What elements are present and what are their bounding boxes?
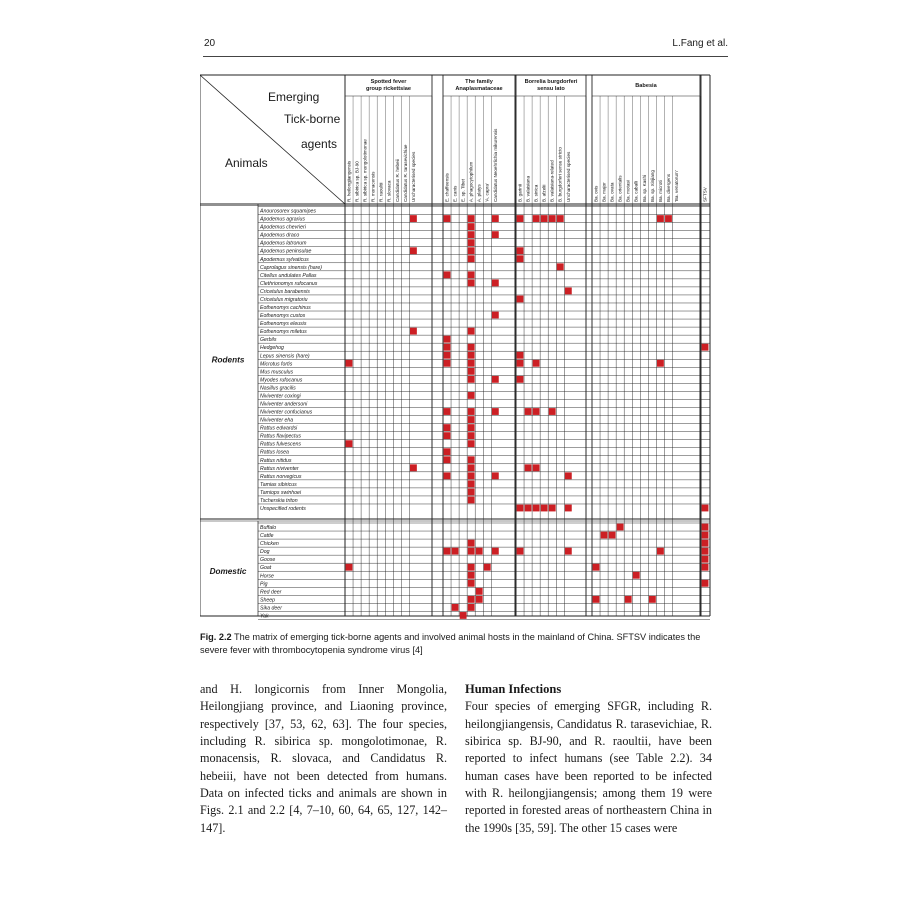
filled-cell bbox=[702, 564, 709, 571]
column-header: Ba. caballi bbox=[633, 180, 639, 202]
filled-cell bbox=[492, 548, 499, 555]
matrix-filled-cells bbox=[346, 215, 709, 619]
filled-cell bbox=[468, 489, 475, 496]
page-number: 20 bbox=[204, 38, 216, 49]
filled-cell bbox=[468, 424, 475, 431]
column-header: B. sinica bbox=[533, 184, 539, 202]
filled-cell bbox=[565, 548, 572, 555]
filled-cell bbox=[565, 288, 572, 295]
filled-cell bbox=[517, 360, 524, 367]
column-header: Candidatus R. hebeii bbox=[394, 159, 400, 202]
row-label: Unspecified rodents bbox=[260, 506, 306, 513]
filled-cell bbox=[468, 215, 475, 222]
filled-cell bbox=[549, 215, 556, 222]
column-header: 'A. capra' bbox=[484, 183, 490, 202]
column-header: Ba. microti bbox=[657, 180, 663, 202]
filled-cell bbox=[444, 456, 451, 463]
column-header: Ba. ovis bbox=[593, 185, 599, 202]
column-header: Candidatus Neoehrlichia mikurensis bbox=[492, 128, 498, 202]
filled-cell bbox=[444, 548, 451, 555]
filled-cell bbox=[346, 360, 353, 367]
filled-cell bbox=[549, 408, 556, 415]
filled-cell bbox=[346, 564, 353, 571]
caption-label: Fig. 2.2 bbox=[200, 632, 232, 642]
caption-text: The matrix of emerging tick-borne agents and involved animal hosts in the mainland of China. SFTSV indicates the severe fever with thrombocytopenia syndrome virus [4] bbox=[200, 632, 701, 655]
filled-cell bbox=[533, 360, 540, 367]
section-title-human-infections: Human Infections bbox=[465, 682, 562, 696]
group-title-line2: Anaplasmataceae bbox=[455, 86, 503, 92]
filled-cell bbox=[444, 336, 451, 343]
filled-cell bbox=[468, 392, 475, 399]
row-label: Cricetulus migratoriu bbox=[260, 296, 308, 303]
column-header: R. raoultii bbox=[378, 182, 384, 202]
row-label: Chicken bbox=[260, 541, 279, 548]
filled-cell bbox=[517, 296, 524, 303]
row-label: Rattus fulvescens bbox=[260, 441, 301, 448]
filled-cell bbox=[492, 279, 499, 286]
row-label: Horse bbox=[260, 573, 274, 580]
column-header: Ba. orientalis bbox=[617, 175, 623, 202]
row-label: Cattle bbox=[260, 533, 274, 540]
column-header: A. platys bbox=[476, 184, 482, 202]
filled-cell bbox=[468, 360, 475, 367]
column-header: E. canis bbox=[452, 185, 458, 202]
filled-cell bbox=[468, 432, 475, 439]
filled-cell bbox=[484, 564, 491, 571]
row-label: Lepus sinensis (hare) bbox=[260, 353, 310, 360]
body-left-column bbox=[200, 681, 447, 837]
filled-cell bbox=[452, 604, 459, 611]
filled-cell bbox=[468, 416, 475, 423]
column-header: Ba. sp. Xinjiang bbox=[649, 170, 655, 202]
filled-cell bbox=[468, 223, 475, 230]
filled-cell bbox=[492, 231, 499, 238]
matrix-labels bbox=[210, 79, 708, 619]
filled-cell bbox=[549, 505, 556, 512]
filled-cell bbox=[444, 472, 451, 479]
filled-cell bbox=[468, 464, 475, 471]
filled-cell bbox=[468, 376, 475, 383]
column-header: Ba. sp. Kashi bbox=[641, 174, 647, 202]
row-label: Apodemus sylvaticus bbox=[260, 256, 309, 263]
filled-cell bbox=[525, 505, 532, 512]
row-label: Eothenomys custos bbox=[260, 313, 306, 320]
row-label: Tamias sibiricus bbox=[260, 481, 297, 488]
filled-cell bbox=[476, 596, 483, 603]
body-right-column bbox=[465, 681, 712, 837]
column-header: E. sp. Tibet bbox=[460, 179, 466, 202]
row-group-label: Domestic bbox=[209, 567, 247, 577]
filled-cell bbox=[565, 472, 572, 479]
filled-cell bbox=[410, 328, 417, 335]
filled-cell bbox=[444, 432, 451, 439]
filled-cell bbox=[533, 505, 540, 512]
column-header: Uncharacterised species bbox=[565, 151, 571, 202]
filled-cell bbox=[657, 360, 664, 367]
row-label: Sheep bbox=[260, 597, 276, 604]
row-label: Rattus norvegicus bbox=[260, 473, 302, 480]
group-title-line2: group rickettsiae bbox=[365, 86, 412, 92]
figure-caption bbox=[200, 631, 720, 656]
column-header: B. afzelii bbox=[541, 184, 547, 202]
row-label: Niviventer coxingi bbox=[260, 393, 301, 400]
group-title-line1: Spotted fever bbox=[370, 79, 407, 85]
column-header: R. sibirica sp. BJ-90 bbox=[354, 161, 360, 202]
filled-cell bbox=[460, 612, 467, 619]
row-label: Rattus niviventer bbox=[260, 465, 299, 472]
filled-cell bbox=[533, 408, 540, 415]
row-label: Niviventer confucianus bbox=[260, 409, 313, 416]
row-label: Goat bbox=[260, 565, 272, 572]
filled-cell bbox=[541, 505, 548, 512]
row-label: Eothenomys miletus bbox=[260, 329, 307, 336]
column-header: R. monacensis bbox=[370, 171, 376, 202]
row-label: Pig bbox=[260, 581, 268, 588]
filled-cell bbox=[517, 247, 524, 254]
row-label: Citellus undulates Pallas bbox=[260, 272, 317, 279]
row-label: Hedgehog bbox=[260, 345, 284, 352]
row-label: Cricetulus barabensis bbox=[260, 288, 310, 295]
filled-cell bbox=[492, 215, 499, 222]
row-label: Niviventer eha bbox=[260, 417, 294, 424]
row-label: Rattus edwardsi bbox=[260, 425, 298, 432]
column-header: R. heilongjiangensis bbox=[346, 160, 352, 202]
filled-cell bbox=[609, 532, 616, 539]
row-label: Mus musculus bbox=[260, 369, 294, 376]
filled-cell bbox=[593, 564, 600, 571]
filled-cell bbox=[517, 505, 524, 512]
filled-cell bbox=[444, 215, 451, 222]
filled-cell bbox=[468, 497, 475, 504]
filled-cell bbox=[492, 312, 499, 319]
filled-cell bbox=[410, 464, 417, 471]
filled-cell bbox=[444, 424, 451, 431]
filled-cell bbox=[468, 352, 475, 359]
column-header: B. valaisiana-related bbox=[549, 160, 555, 202]
row-label: Buffalo bbox=[260, 525, 277, 532]
corner-label-emerging: Emerging bbox=[268, 90, 320, 104]
filled-cell bbox=[617, 524, 624, 531]
filled-cell bbox=[346, 440, 353, 447]
filled-cell bbox=[665, 215, 672, 222]
filled-cell bbox=[533, 464, 540, 471]
column-header: A. phagocytophilum bbox=[468, 161, 474, 202]
filled-cell bbox=[492, 472, 499, 479]
row-label: Dog bbox=[260, 549, 270, 556]
corner-label-tick-borne: Tick-borne bbox=[284, 112, 341, 126]
column-header: 'Ba. venatorum' bbox=[673, 170, 679, 202]
column-header: Ba. divergens bbox=[665, 173, 671, 202]
left-column-text: and H. longicornis from Inner Mongolia, Heilongjiang province, and Liaoning province, respectively [37, 53, 62, 63]. The four species, including R. sibirica sp. mongolotimonae, R. monacensis, R. slovaca, and Candidatus R. hebeiii, have not been detected from humans. Data on infected ticks and animals are shown in Figs. 2.1 and 2.2 [4, 7–10, 60, 64, 65, 127, 142–147]. bbox=[200, 682, 447, 835]
filled-cell bbox=[492, 408, 499, 415]
filled-cell bbox=[557, 263, 564, 270]
filled-cell bbox=[468, 255, 475, 262]
filled-cell bbox=[476, 588, 483, 595]
column-header: Ba. ovata bbox=[609, 182, 615, 202]
filled-cell bbox=[444, 408, 451, 415]
filled-cell bbox=[468, 472, 475, 479]
row-label: Nasillus gracilis bbox=[260, 385, 296, 392]
column-header: Ba. major bbox=[601, 182, 607, 202]
filled-cell bbox=[593, 596, 600, 603]
filled-cell bbox=[649, 596, 656, 603]
row-label: Anourosorex squamipes bbox=[260, 208, 316, 215]
filled-cell bbox=[702, 548, 709, 555]
corner-label-agents: agents bbox=[301, 137, 338, 151]
filled-cell bbox=[468, 564, 475, 571]
filled-cell bbox=[702, 540, 709, 547]
filled-cell bbox=[468, 344, 475, 351]
row-label: Eothenomys cachinus bbox=[260, 305, 311, 312]
row-label: Niviventer andersoni bbox=[260, 401, 308, 408]
filled-cell bbox=[468, 596, 475, 603]
filled-cell bbox=[444, 352, 451, 359]
row-label: Rattus losea bbox=[260, 449, 289, 456]
filled-cell bbox=[525, 464, 532, 471]
filled-cell bbox=[541, 215, 548, 222]
row-label: Caprolagus sinensis (hare) bbox=[260, 264, 322, 271]
filled-cell bbox=[444, 360, 451, 367]
column-header: R. sibirica sp. mongolotimonae bbox=[362, 139, 368, 202]
filled-cell bbox=[702, 344, 709, 351]
filled-cell bbox=[468, 456, 475, 463]
filled-cell bbox=[517, 352, 524, 359]
filled-cell bbox=[444, 271, 451, 278]
filled-cell bbox=[452, 548, 459, 555]
filled-cell bbox=[468, 271, 475, 278]
filled-cell bbox=[468, 328, 475, 335]
group-title: Babesia bbox=[635, 83, 657, 89]
row-label: Goose bbox=[260, 557, 276, 564]
filled-cell bbox=[476, 548, 483, 555]
column-header: R. slovaca bbox=[386, 180, 392, 202]
row-label: Rattus nitidus bbox=[260, 457, 292, 464]
row-label: Apodemus peninsulae bbox=[260, 248, 312, 255]
filled-cell bbox=[702, 524, 709, 531]
filled-cell bbox=[468, 572, 475, 579]
filled-cell bbox=[468, 480, 475, 487]
filled-cell bbox=[702, 505, 709, 512]
row-label: Apodemus draco bbox=[260, 232, 300, 239]
filled-cell bbox=[633, 572, 640, 579]
filled-cell bbox=[657, 548, 664, 555]
filled-cell bbox=[492, 376, 499, 383]
filled-cell bbox=[517, 376, 524, 383]
column-header: SFTSV bbox=[702, 187, 708, 202]
filled-cell bbox=[657, 215, 664, 222]
column-header: B. burgdorferi sensu stricto bbox=[557, 147, 563, 202]
filled-cell bbox=[702, 556, 709, 563]
filled-cell bbox=[468, 368, 475, 375]
filled-cell bbox=[625, 596, 632, 603]
filled-cell bbox=[565, 505, 572, 512]
filled-cell bbox=[468, 440, 475, 447]
filled-cell bbox=[468, 231, 475, 238]
row-label: Gerbils bbox=[260, 337, 277, 344]
row-group-label: Rodents bbox=[211, 355, 245, 365]
row-label: Sika deer bbox=[260, 605, 282, 612]
filled-cell bbox=[444, 344, 451, 351]
running-header-authors: L.Fang et al. bbox=[672, 38, 728, 49]
column-header: Uncharacterised species bbox=[410, 151, 416, 202]
row-label: Apodemus latronum bbox=[260, 240, 307, 247]
filled-cell bbox=[468, 540, 475, 547]
group-title-line2: sensu lato bbox=[537, 86, 565, 92]
host-agent-matrix bbox=[200, 72, 720, 622]
group-title-line1: The family bbox=[465, 79, 493, 85]
row-label: Red deer bbox=[260, 589, 282, 596]
row-label: Tamiops swinhoei bbox=[260, 489, 302, 496]
right-column-text: Four species of emerging SFGR, including R. heilongjiangensis, Candidatus R. tarasevichiae, R. sibirica sp. BJ-90, and R. raoultii, have been reported to infect humans (see Table 2.2). 34 human cases have been reported to be infected with R. heilongjiangensis; among them 19 were reported in forested areas of northeastern China in the 1990s [35, 59]. The other 15 cases were bbox=[465, 699, 712, 835]
filled-cell bbox=[468, 548, 475, 555]
row-label: Clethrionomys rufocanus bbox=[260, 280, 318, 287]
filled-cell bbox=[444, 448, 451, 455]
column-header: Candidatus R. tarasevichiae bbox=[402, 144, 408, 202]
filled-cell bbox=[468, 408, 475, 415]
row-label: Apodemus chevrieri bbox=[260, 224, 306, 231]
filled-cell bbox=[468, 604, 475, 611]
column-header: B. valaisiana bbox=[525, 175, 531, 202]
filled-cell bbox=[468, 239, 475, 246]
row-label: Microtus fortis bbox=[260, 361, 293, 368]
corner-label-animals: Animals bbox=[225, 156, 268, 170]
row-label: Rattus flavipectus bbox=[260, 433, 301, 440]
filled-cell bbox=[525, 408, 532, 415]
filled-cell bbox=[410, 215, 417, 222]
filled-cell bbox=[468, 247, 475, 254]
row-label: Yak bbox=[260, 613, 269, 620]
column-header: E. chaffeensis bbox=[444, 173, 450, 202]
filled-cell bbox=[557, 215, 564, 222]
column-header: Ba. motasi bbox=[625, 180, 631, 202]
group-title-line1: Borrelia burgdorferi bbox=[524, 79, 578, 85]
filled-cell bbox=[601, 532, 608, 539]
row-label: Tscherskia triton bbox=[260, 497, 298, 504]
filled-cell bbox=[517, 255, 524, 262]
header-rule bbox=[203, 56, 728, 57]
filled-cell bbox=[468, 279, 475, 286]
filled-cell bbox=[517, 215, 524, 222]
filled-cell bbox=[533, 215, 540, 222]
filled-cell bbox=[702, 532, 709, 539]
row-label: Myodes rufocanus bbox=[260, 377, 303, 384]
filled-cell bbox=[702, 580, 709, 587]
filled-cell bbox=[468, 580, 475, 587]
row-label: Apodemus agrarius bbox=[260, 216, 305, 223]
filled-cell bbox=[410, 247, 417, 254]
row-label: Eothenomys eleusis bbox=[260, 321, 307, 328]
column-header: B. garinii bbox=[517, 184, 523, 202]
filled-cell bbox=[517, 548, 524, 555]
